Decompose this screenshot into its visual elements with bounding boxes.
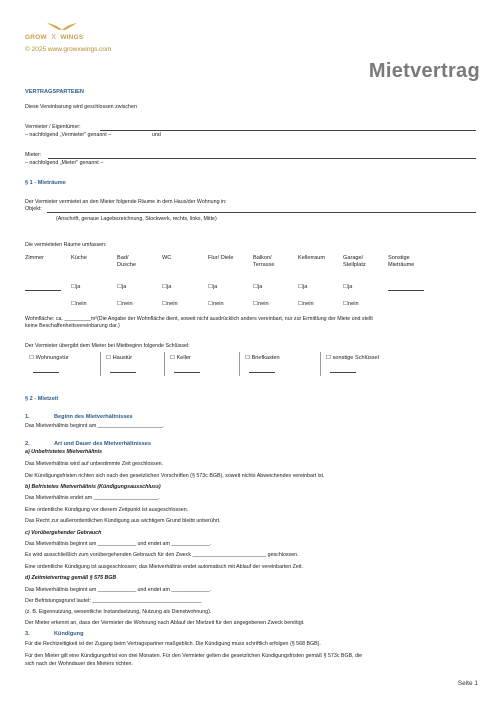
tenant-note: – nachfolgend „Mieter" genannt – xyxy=(25,160,104,166)
room-label: Flur/ Diele xyxy=(208,255,234,261)
room-header-4 xyxy=(208,255,234,262)
room-header-1 xyxy=(71,255,87,262)
option-b-line-3: Das Recht zur außerordentlichen Kündigung aus wichtigem Grund bleibt unberührt. xyxy=(25,518,221,524)
key-separator xyxy=(239,352,240,376)
room-nein-checkbox[interactable]: ☐nein xyxy=(253,301,269,307)
option-c-title: c) Vorübergehender Gebrauch xyxy=(25,530,102,536)
option-a-line-2: Die Kündigungsfristen richten sich nach den gesetzlichen Vorschriften (§ 573c BGB), soweit nichts Abweichendes vereinbart ist. xyxy=(25,473,325,479)
h2-title: Art und Dauer des Mietverhältnisses xyxy=(54,441,151,447)
room-label: Bad/ xyxy=(117,255,129,261)
room-header-3 xyxy=(162,255,171,262)
key-checkbox-1[interactable]: ☐ Haustür xyxy=(106,355,133,361)
tenant-label: Mieter: xyxy=(25,152,42,158)
option-c-line-1: Das Mietverhältnis beginnt am _____________ und endet am _____________. xyxy=(25,541,212,547)
room-label-2: Mieträume xyxy=(388,262,415,268)
room-header-8 xyxy=(388,255,414,269)
room-header-6 xyxy=(298,255,325,262)
start-date-text: Das Mietverhältnis beginnt am ______________________. xyxy=(25,423,164,429)
landlord-label: Vermieter / Eigentümer: xyxy=(25,124,81,130)
room-header-2 xyxy=(117,255,136,269)
room-label: WC xyxy=(162,255,172,261)
key-count-field[interactable] xyxy=(33,372,59,373)
room-ja-checkbox[interactable]: ☐ja xyxy=(298,284,308,290)
h2-number: 2. xyxy=(25,441,30,447)
room-label-2: Terrasse xyxy=(253,262,275,268)
room-label: Küche xyxy=(71,255,87,261)
h1-number: 1. xyxy=(25,414,30,420)
termination-line-3: sich nach der Wohndauer des Mieters richten. xyxy=(25,661,133,667)
room-label: Sonstige xyxy=(388,255,410,261)
room-header-7 xyxy=(343,255,366,269)
option-b-line-1: Das Mietverhältnis endet am ______________________. xyxy=(25,495,160,501)
room-nein-checkbox[interactable]: ☐nein xyxy=(343,301,359,307)
logo-text-2: WINGS xyxy=(60,34,84,41)
option-a-title: a) Unbefristetes Mietverhältnis xyxy=(25,449,103,455)
termination-line-2: Für den Mieter gilt eine Kündigungsfrist von drei Monaten. Für den Vermieter gelten die gesetzlichen Kündigungsfristen gemäß § 573c BGB, die xyxy=(25,653,363,659)
brand-logo xyxy=(25,26,145,42)
parties-intro: Diese Vereinbarung wird geschlossen zwischen xyxy=(25,104,137,110)
room-nein-checkbox[interactable]: ☐nein xyxy=(208,301,224,307)
section-heading-parties: VERTRAGSPARTEIEN xyxy=(25,89,84,95)
rooms-object-intro: Der Vermieter vermietet an den Mieter folgende Räume in dem Haus/der Wohnung in: xyxy=(25,199,227,205)
room-nein-checkbox[interactable]: ☐nein xyxy=(298,301,314,307)
key-separator xyxy=(100,352,101,376)
room-header-5 xyxy=(253,255,274,269)
option-d-line-3: (z. B. Eigennutzung, wesentliche Instandsetzung, Nutzung als Dienstwohnung). xyxy=(25,609,212,615)
room-label: Balkon/ xyxy=(253,255,272,261)
logo-x-icon: X xyxy=(51,34,56,41)
option-b-line-2: Eine ordentliche Kündigung vor diesem Zeitpunkt ist ausgeschlossen. xyxy=(25,507,189,513)
room-header-0 xyxy=(25,255,44,262)
section-heading-1: § 1 - Mieträume xyxy=(25,180,66,186)
key-checkbox-4[interactable]: ☐ sonstige Schlüssel xyxy=(326,355,379,361)
object-label: Objekt: xyxy=(25,206,42,212)
area-text-2: keine Beschaffenheitsvereinbarung dar.) xyxy=(25,323,120,329)
key-count-field[interactable] xyxy=(330,372,356,373)
object-hint: (Anschrift, genaue Lagebezeichnung, Stockwerk, rechts, links, Mitte) xyxy=(56,216,217,222)
room-label: Kellerraum xyxy=(298,255,326,261)
option-d-line-1: Das Mietverhältnis beginnt am _____________ und endet am _____________. xyxy=(25,587,212,593)
key-count-field[interactable] xyxy=(174,372,200,373)
area-text: Wohnfläche: ca. _________m²(Die Angabe der Wohnfläche dient, soweit nicht ausdrücklich anders vereinbart, nur zur Ermittlung der Miete und stellt xyxy=(25,316,373,322)
keys-intro: Der Vermieter übergibt dem Mieter bei Mietbeginn folgende Schlüssel: xyxy=(25,343,190,349)
option-c-line-3: Eine ordentliche Kündigung ist ausgeschlossen; das Mietverhältnis endet automatisch mit Ablauf der vereinbarten Zeit. xyxy=(25,564,303,570)
room-ja-checkbox[interactable]: ☐ja xyxy=(208,284,218,290)
key-checkbox-0[interactable]: ☐ Wohnungstür xyxy=(29,355,69,361)
option-b-title: b) Befristetes Mietverhältnis (Kündigungsausschluss) xyxy=(25,484,161,490)
page-number: Seite 1 xyxy=(457,680,478,687)
room-ja-checkbox[interactable]: ☐ja xyxy=(71,284,81,290)
room-ja-checkbox[interactable]: ☐ja xyxy=(253,284,263,290)
room-nein-checkbox[interactable]: ☐nein xyxy=(71,301,87,307)
logo-text: GROW xyxy=(25,34,47,41)
h3-number: 3. xyxy=(25,631,30,637)
key-checkbox-2[interactable]: ☐ Keller xyxy=(170,355,191,361)
room-label: Garage/ xyxy=(343,255,364,261)
and-text: und xyxy=(152,132,161,138)
other-rooms-field[interactable] xyxy=(388,290,424,291)
option-a-line-1: Das Mietverhältnis wird auf unbestimmte Zeit geschlossen. xyxy=(25,461,164,467)
object-field[interactable] xyxy=(47,212,476,213)
option-d-line-4: Der Mieter erkennt an, dass der Vermieter die Wohnung nach Ablauf der Mietzeit für den angegebenen Zweck benötigt. xyxy=(25,620,305,626)
room-label-2: Dusche xyxy=(117,262,136,268)
room-nein-checkbox[interactable]: ☐nein xyxy=(117,301,133,307)
document-title: Mietvertrag xyxy=(368,60,480,82)
section-heading-2: § 2 - Mietzeit xyxy=(25,396,59,402)
room-nein-checkbox[interactable]: ☐nein xyxy=(162,301,178,307)
key-separator xyxy=(164,352,165,376)
room-ja-checkbox[interactable]: ☐ja xyxy=(117,284,127,290)
tenant-field[interactable] xyxy=(48,158,476,159)
landlord-field[interactable] xyxy=(100,130,476,131)
h1-title: Beginn des Mietverhältnisses xyxy=(54,414,133,420)
wings-icon xyxy=(46,18,78,36)
key-count-field[interactable] xyxy=(110,372,136,373)
copyright-text: © 2025 www.growxwings.com xyxy=(25,46,112,53)
room-ja-checkbox[interactable]: ☐ja xyxy=(343,284,353,290)
rooms-intro: Die vermieteten Räume umfassen: xyxy=(25,242,107,248)
option-d-title: d) Zeitmietvertrag gemäß § 575 BGB xyxy=(25,575,117,581)
zimmer-count-field[interactable] xyxy=(25,290,61,291)
room-ja-checkbox[interactable]: ☐ja xyxy=(162,284,172,290)
landlord-note: – nachfolgend „Vermieter" genannt – xyxy=(25,132,112,138)
option-c-line-2: Es wird ausschließlich zum vorübergehenden Gebrauch für den Zweck _________________________ geschlossen. xyxy=(25,552,299,558)
termination-line-1: Für die Rechtzeitigkeit ist der Zugang beim Vertragspartner maßgeblich. Die Kündigung muss schriftlich erfolgen (§ 568 BGB). xyxy=(25,641,321,647)
key-count-field[interactable] xyxy=(249,372,275,373)
option-d-line-2: Der Befristungsgrund lautet: _____________________________________ xyxy=(25,598,202,604)
key-separator xyxy=(320,352,321,376)
room-label: Zimmer xyxy=(25,255,44,261)
room-label-2: Stellplatz xyxy=(343,262,366,268)
h3-title: Kündigung xyxy=(54,631,84,637)
key-checkbox-3[interactable]: ☐ Briefkasten xyxy=(245,355,280,361)
